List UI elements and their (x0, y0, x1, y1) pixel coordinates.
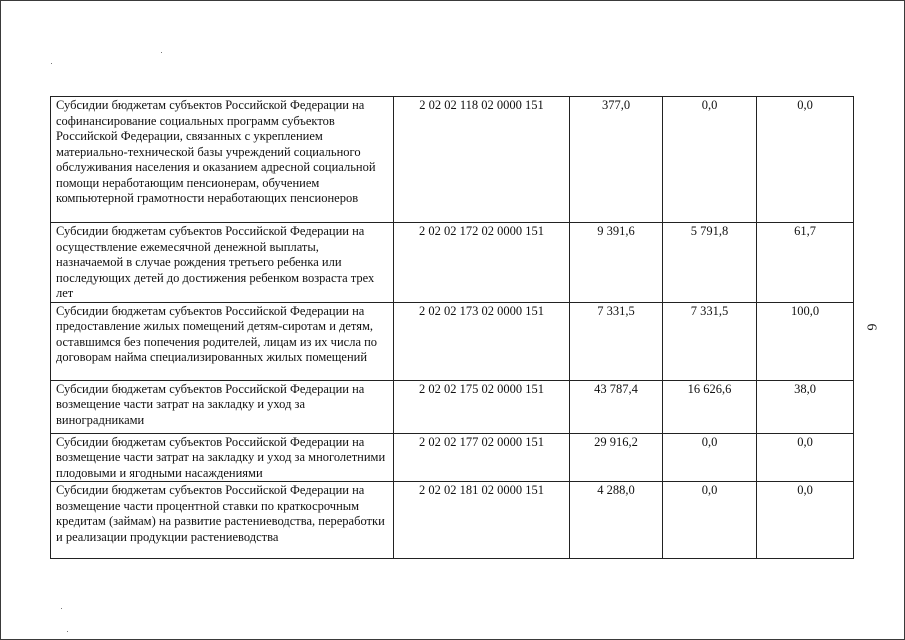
table-row (51, 97, 854, 223)
row-actual: 16 626,6 (663, 380, 757, 433)
row-percent: 0,0 (757, 482, 854, 559)
scan-speck (161, 52, 162, 53)
row-description: Субсидии бюджетам субъектов Российской Федерации на возмещение части затрат на закладку и уход за виноградниками (51, 380, 394, 433)
row-actual: 0,0 (663, 433, 757, 482)
page-number: 6 (863, 323, 879, 331)
row-plan: 43 787,4 (570, 380, 663, 433)
row-code: 2 02 02 175 02 0000 151 (394, 380, 570, 433)
scan-speck (61, 608, 62, 609)
row-description: Субсидии бюджетам субъектов Российской Федерации на возмещение части процентной ставки по краткосрочным кредитам (займам) на развитие растениеводства, переработки и реализации продукции растениеводства (51, 482, 394, 559)
row-plan: 4 288,0 (570, 482, 663, 559)
row-actual: 0,0 (663, 482, 757, 559)
row-actual: 7 331,5 (663, 302, 757, 380)
row-percent: 38,0 (757, 380, 854, 433)
table-row (51, 482, 854, 559)
row-code: 2 02 02 173 02 0000 151 (394, 302, 570, 380)
row-percent: 61,7 (757, 223, 854, 303)
row-code: 2 02 02 118 02 0000 151 (394, 97, 570, 223)
row-percent: 0,0 (757, 97, 854, 223)
table-row (51, 433, 854, 482)
scan-speck (51, 63, 52, 64)
row-description: Субсидии бюджетам субъектов Российской Федерации на осуществление ежемесячной денежной выплаты, назначаемой в случае рождения третьего ребенка или последующих детей до достижения ребенком возраста трех лет (51, 223, 394, 303)
row-description: Субсидии бюджетам субъектов Российской Федерации на возмещение части затрат на закладку и уход за многолетними плодовыми и ягодными насаждениями (51, 433, 394, 482)
row-plan: 9 391,6 (570, 223, 663, 303)
row-description: Субсидии бюджетам субъектов Российской Федерации на софинансирование социальных программ субъектов Российской Федерации, связанных с укреплением материально-технической базы учреждений социального обслуживания населения и оказанием адресной социальной помощи неработающим пенсионерам, обучением компьютерной грамотности неработающих пенсионеров (51, 97, 394, 223)
row-actual: 5 791,8 (663, 223, 757, 303)
scan-speck (67, 631, 68, 632)
row-plan: 377,0 (570, 97, 663, 223)
table-row (51, 380, 854, 433)
row-code: 2 02 02 181 02 0000 151 (394, 482, 570, 559)
row-code: 2 02 02 177 02 0000 151 (394, 433, 570, 482)
row-description: Субсидии бюджетам субъектов Российской Федерации на предоставление жилых помещений детям-сиротам и детям, оставшимся без попечения родителей, лицам из их числа по договорам найма специализированных жилых помещений (51, 302, 394, 380)
table-row (51, 302, 854, 380)
row-plan: 29 916,2 (570, 433, 663, 482)
subsidy-table (50, 96, 854, 559)
row-actual: 0,0 (663, 97, 757, 223)
row-percent: 100,0 (757, 302, 854, 380)
table-row (51, 223, 854, 303)
row-code: 2 02 02 172 02 0000 151 (394, 223, 570, 303)
row-percent: 0,0 (757, 433, 854, 482)
row-plan: 7 331,5 (570, 302, 663, 380)
